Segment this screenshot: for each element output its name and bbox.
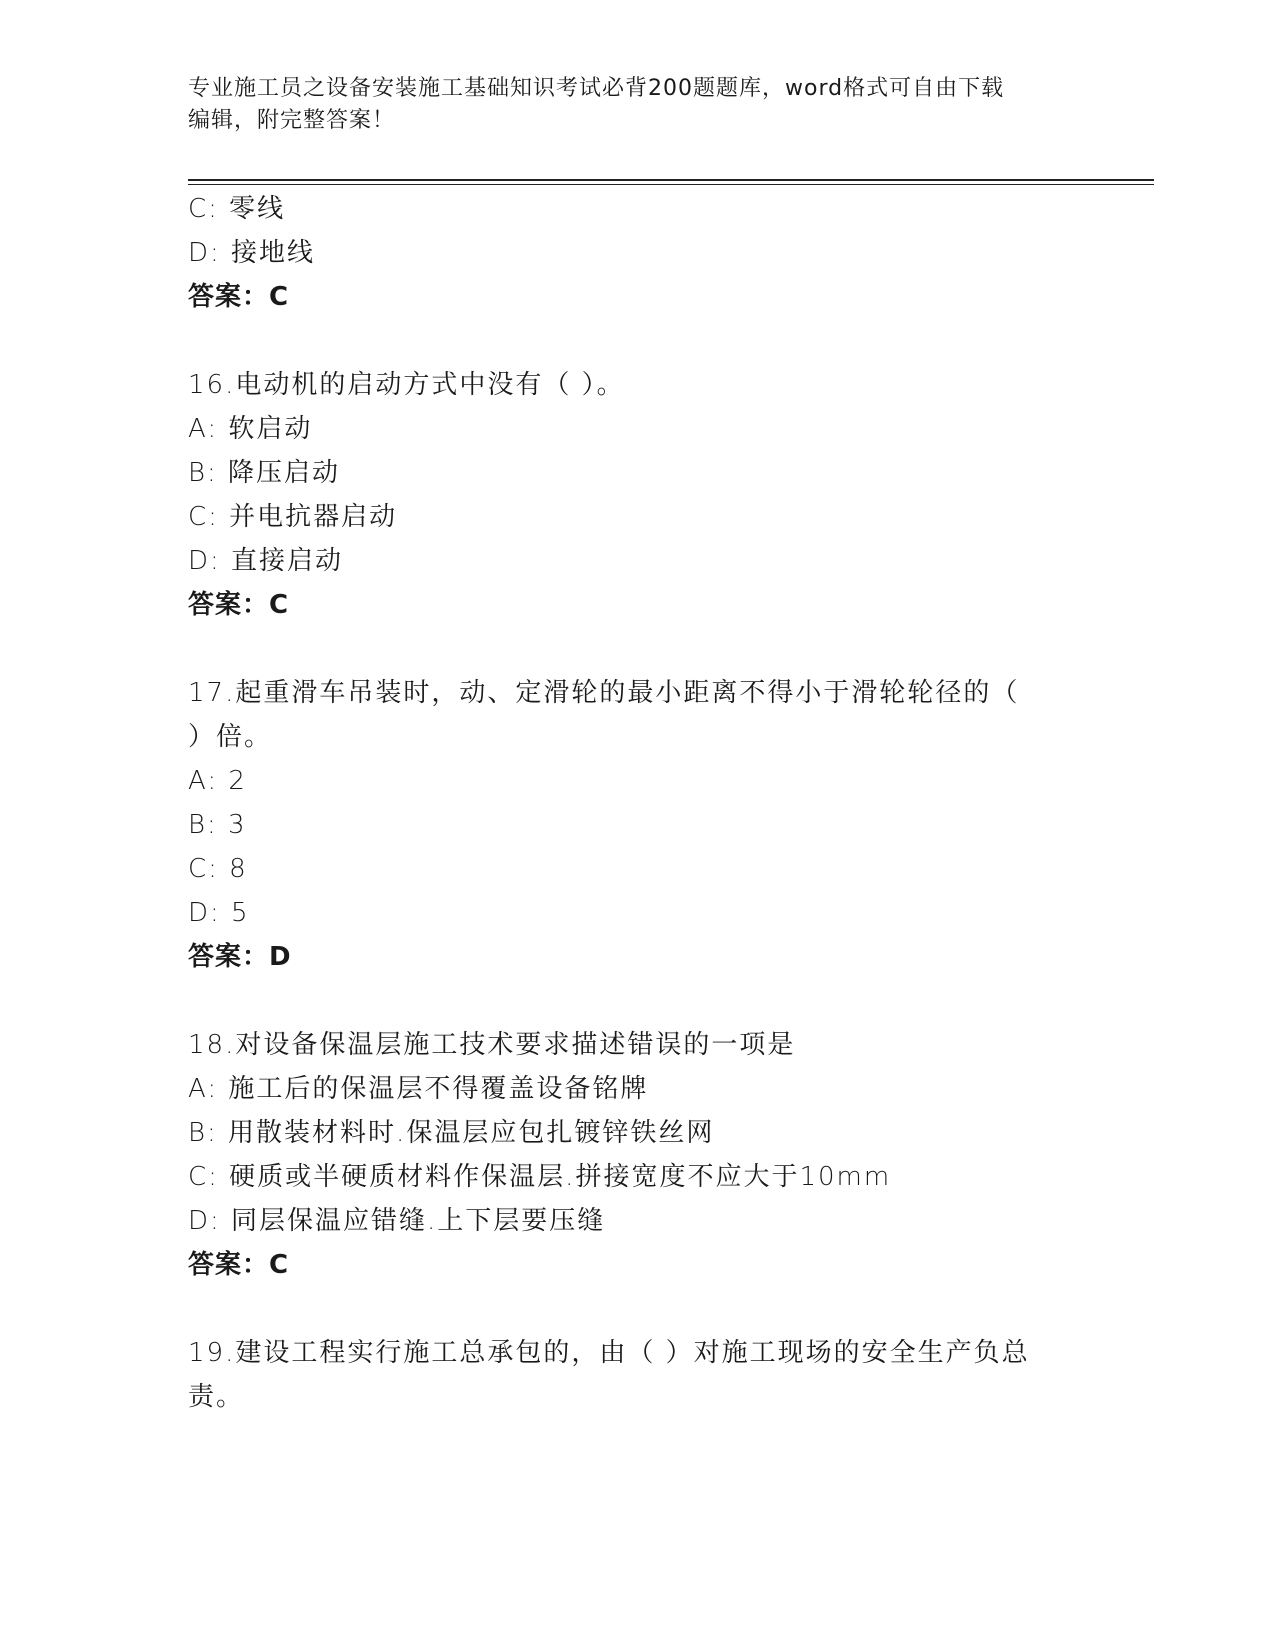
q15-option-d: D: 接地线 bbox=[188, 238, 316, 268]
q18-option-b: B: 用散装材料时.保温层应包扎镀锌铁丝网 bbox=[188, 1118, 715, 1148]
q17-question-line-2: ）倍。 bbox=[188, 722, 273, 752]
q16-answer: 答案：C bbox=[188, 590, 290, 620]
q16-option-c: C: 并电抗器启动 bbox=[188, 502, 398, 532]
q16-option-d: D: 直接启动 bbox=[188, 546, 344, 576]
q18-option-c: C: 硬质或半硬质材料作保温层.拼接宽度不应大于10mm bbox=[188, 1162, 892, 1192]
q17-option-a: A: 2 bbox=[188, 766, 247, 796]
q18-option-a: A: 施工后的保温层不得覆盖设备铭牌 bbox=[188, 1074, 649, 1104]
q16-question: 16.电动机的启动方式中没有（ ）。 bbox=[188, 370, 625, 400]
q17-option-d: D: 5 bbox=[188, 898, 250, 928]
q16-option-b: B: 降压启动 bbox=[188, 458, 341, 488]
header-divider-thin bbox=[188, 184, 1154, 185]
q17-option-b: B: 3 bbox=[188, 810, 247, 840]
header-line-2: 编辑，附完整答案！ bbox=[188, 108, 396, 133]
q17-question-line-1: 17.起重滑车吊装时，动、定滑轮的最小距离不得小于滑轮轮径的（ bbox=[188, 678, 1020, 708]
q15-answer: 答案：C bbox=[188, 282, 290, 312]
q16-option-a: A: 软启动 bbox=[188, 414, 313, 444]
q17-option-c: C: 8 bbox=[188, 854, 248, 884]
q18-option-d: D: 同层保温应错缝.上下层要压缝 bbox=[188, 1206, 606, 1236]
q17-answer: 答案：D bbox=[188, 942, 292, 972]
q19-question-line-2: 责。 bbox=[188, 1382, 245, 1412]
header-divider-thick bbox=[188, 179, 1154, 181]
q18-answer: 答案：C bbox=[188, 1250, 290, 1280]
q15-option-c: C: 零线 bbox=[188, 194, 286, 224]
document-header bbox=[188, 73, 1088, 137]
header-line-1: 专业施工员之设备安装施工基础知识考试必背200题题库，word格式可自由下载 bbox=[188, 76, 1005, 101]
q18-question: 18.对设备保温层施工技术要求描述错误的一项是 bbox=[188, 1030, 796, 1060]
q19-question-line-1: 19.建设工程实行施工总承包的，由（ ）对施工现场的安全生产负总 bbox=[188, 1338, 1030, 1368]
